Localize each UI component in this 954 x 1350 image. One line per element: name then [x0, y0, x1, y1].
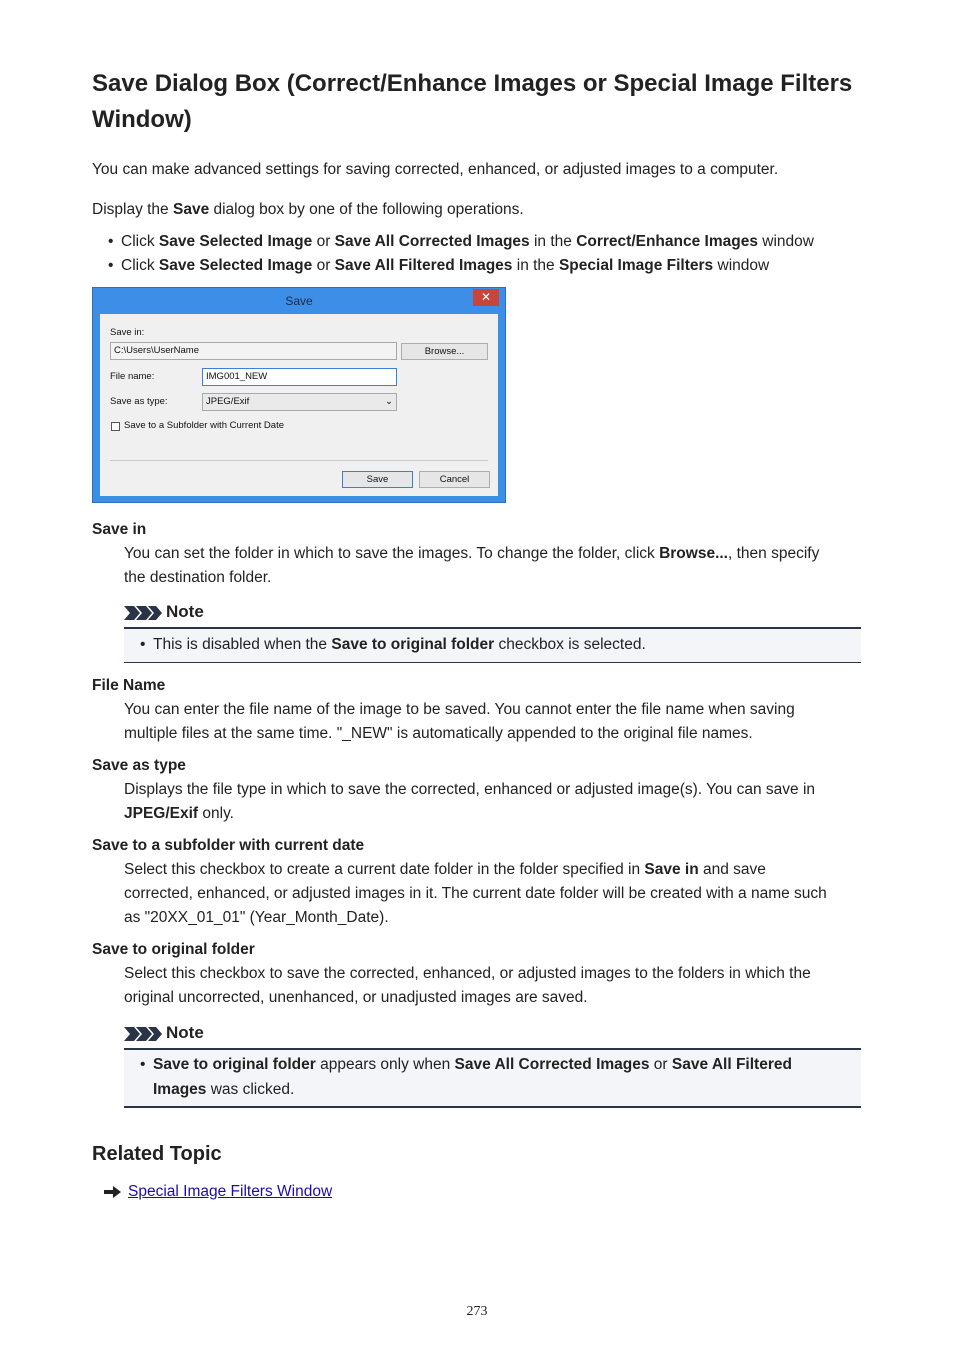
dialog-body	[100, 314, 498, 496]
subfolder-desc-line3: as "20XX_01_01" (Year_Month_Date).	[124, 909, 389, 926]
subfolder-checkbox[interactable]	[111, 422, 120, 431]
term-original-folder: Save to original folder	[92, 941, 255, 958]
page-title: Save Dialog Box (Correct/Enhance Images or Special Image Filters Window)	[92, 70, 853, 133]
dialog-title: Save	[285, 294, 313, 308]
save-button[interactable]: Save	[342, 471, 413, 488]
term-save-in: Save in	[92, 521, 147, 538]
note-heading: Note	[124, 600, 204, 624]
original-desc-line2: original uncorrected, unenhanced, or unadjusted images are saved.	[124, 989, 588, 1006]
note-heading: Note	[124, 1021, 204, 1045]
subfolder-desc-line2: corrected, enhanced, or adjusted images in it. The current date folder will be created with a name such	[124, 885, 827, 902]
related-link-row	[104, 1180, 332, 1204]
save-in-desc-line2: the destination folder.	[124, 569, 272, 586]
save-in-label: Save in:	[110, 327, 145, 338]
arrow-right-icon	[104, 1186, 122, 1198]
subfolder-label: Save to a Subfolder with Current Date	[124, 420, 285, 431]
save-as-type-label: Save as type:	[110, 396, 168, 407]
intro-text: You can make advanced settings for saving corrected, enhanced, or adjusted images to a computer.	[92, 161, 779, 178]
original-desc-line1: Select this checkbox to save the corrected, enhanced, or adjusted images to the folders in which the	[124, 965, 811, 982]
chevron-down-icon: ⌄	[385, 396, 393, 407]
note-item-line2: Images was clicked.	[153, 1081, 295, 1098]
note-arrows-icon	[124, 604, 164, 622]
browse-button[interactable]: Browse...	[401, 343, 488, 360]
save-in-desc-line1: You can set the folder in which to save the images. To change the folder, click Browse..., then specify	[124, 545, 820, 562]
save-as-type-desc-line1: Displays the file type in which to save the corrected, enhanced or adjusted image(s). You can save in	[124, 781, 816, 798]
note-item-line1: • Save to original folder appears only when Save All Corrected Images or Save All Filtered	[140, 1056, 792, 1073]
subfolder-desc-line1: Select this checkbox to create a current date folder in the folder specified in Save in and save	[124, 861, 766, 878]
save-in-field: C:\Users\UserName	[110, 342, 397, 360]
cancel-button[interactable]: Cancel	[419, 471, 490, 488]
term-file-name: File Name	[92, 677, 166, 694]
note-item: • This is disabled when the Save to original folder checkbox is selected.	[140, 636, 646, 653]
special-image-filters-link[interactable]: Special Image Filters Window	[128, 1183, 333, 1200]
note-box	[124, 627, 861, 663]
close-icon[interactable]: ✕	[473, 289, 499, 306]
divider	[110, 460, 488, 461]
note-box	[124, 1048, 861, 1108]
list-item: • Click Save Selected Image or Save All Corrected Images in the Correct/Enhance Images window	[108, 233, 814, 250]
term-subfolder: Save to a subfolder with current date	[92, 837, 365, 854]
save-as-type-desc-line2: JPEG/Exif only.	[124, 805, 234, 822]
page-number: 273	[466, 1304, 488, 1319]
save-as-type-select[interactable]: JPEG/Exif ⌄	[202, 393, 397, 411]
file-name-desc-line2: multiple files at the same time. "_NEW" is automatically appended to the original file names.	[124, 725, 753, 742]
term-save-as-type: Save as type	[92, 757, 186, 774]
note-arrows-icon	[124, 1025, 164, 1043]
related-topic-heading: Related Topic	[92, 1143, 222, 1165]
save-dialog-screenshot	[92, 287, 506, 503]
file-name-label: File name:	[110, 371, 155, 382]
file-name-input[interactable]: IMG001_NEW	[202, 368, 397, 386]
display-instructions: Display the Save dialog box by one of the following operations.	[92, 201, 524, 218]
file-name-desc-line1: You can enter the file name of the image to be saved. You cannot enter the file name when saving	[124, 701, 795, 718]
list-item: • Click Save Selected Image or Save All Filtered Images in the Special Image Filters window	[108, 257, 770, 274]
